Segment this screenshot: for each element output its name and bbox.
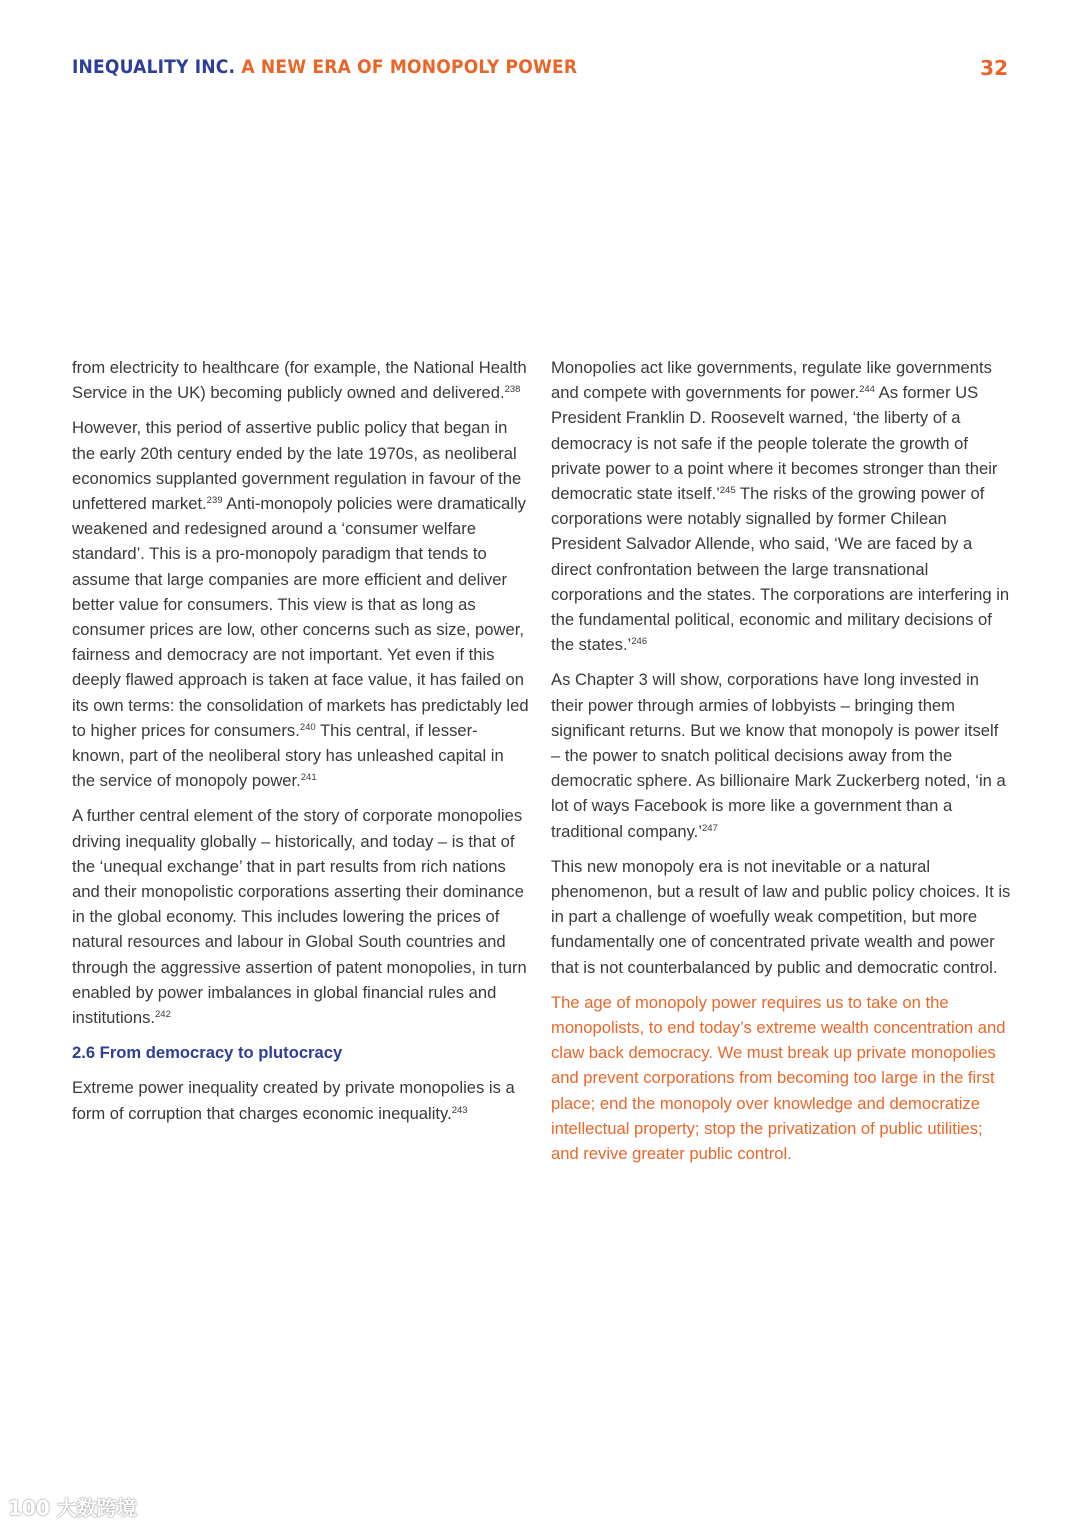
footnote-ref: 239	[206, 495, 223, 507]
footnote-ref: 244	[859, 384, 875, 396]
paragraph	[72, 1075, 530, 1125]
footnote-ref: 238	[504, 384, 521, 396]
text-run: The risks of the growing power of corporations were notably signalled by former Chilean President Salvador Allende, who said, ‘We are faced by a direct confrontation between the large transnational corporations and the states. The corporations are interfering in the fundamental political, economic and military decisions of the states.’	[551, 484, 1010, 655]
footnote-ref: 240	[299, 721, 316, 733]
page-number: 32	[980, 56, 1008, 80]
paragraph	[551, 355, 1011, 657]
report-subtitle: A NEW ERA OF MONOPOLY POWER	[241, 56, 578, 78]
text-run: This central, if lesser-known, part of the neoliberal story has unleashed capital in the service of monopoly power.	[72, 720, 504, 791]
text-run: However, this period of assertive public policy that began in the early 20th century ended by the late 1970s, as neoliberal economics supplanted government regulation in favour of the unfettered market.	[72, 418, 522, 514]
text-run: Anti-monopoly policies were dramatically weakened and redesigned around a ‘consumer welfare standard’. This is a pro-monopoly paradigm that tends to assume that large companies are more efficient and deliver better value for consumers. This view is that as long as consumer prices are low, other concerns such as size, power, fairness and democracy are not important. Yet even if this deeply flawed approach is taken at face value, it has failed on its own terms: the consolidation of markets has predictably led to higher prices for consumers.	[72, 494, 529, 740]
paragraph	[72, 355, 530, 405]
right-column	[551, 355, 1011, 1176]
text-run: 2.6 From democracy to plutocracy	[72, 1043, 343, 1063]
highlighted-callout	[551, 990, 1011, 1166]
text-run: Monopolies act like governments, regulate like governments and compete with governments for power.	[551, 358, 992, 403]
paragraph	[72, 803, 530, 1030]
paragraph	[72, 415, 530, 793]
text-run: As former US President Franklin D. Roosevelt warned, ‘the liberty of a democracy is not safe if the people tolerate the growth of private power to a point where it becomes stronger than their democratic state itself.’	[551, 383, 998, 504]
watermark-logo: 100 大数跨境	[8, 1496, 137, 1520]
text-run: As Chapter 3 will show, corporations have long invested in their power through armies of lobbyists – bringing them significant returns. But we know that monopoly is power itself – the power to snatch political decisions away from the democratic sphere. As billionaire Mark Zuckerberg noted, ‘in a lot of ways Facebook is more like a government than a traditional company.’	[551, 670, 1006, 841]
text-run: The age of monopoly power requires us to take on the monopolists, to end today’s extreme wealth concentration and claw back democracy. We must break up private monopolies and prevent corporations from becoming too large in the first place; end the monopoly over knowledge and democratize intellectual property; stop the privatization of public utilities; and revive greater public control.	[551, 992, 1006, 1164]
section-heading	[72, 1040, 530, 1065]
text-run: This new monopoly era is not inevitable or a natural phenomenon, but a result of law and public policy choices. It is in part a challenge of woefully weak competition, but more fundamentally one of concentrated private wealth and power that is not counterbalanced by public and democratic control.	[551, 856, 1011, 977]
running-header	[72, 56, 577, 78]
footnote-ref: 241	[300, 772, 317, 784]
footnote-ref: 242	[155, 1009, 171, 1021]
paragraph	[551, 854, 1011, 980]
text-run: A further central element of the story of corporate monopolies driving inequality globally – historically, and today – is that of the ‘unequal exchange’ that in part results from rich nations and their monopolistic corporations asserting their dominance in the global economy. This includes lowering the prices of natural resources and labour in Global South countries and through the aggressive assertion of patent monopolies, in turn enabled by power imbalances in global financial rules and institutions.	[72, 806, 527, 1028]
text-run: from electricity to healthcare (for example, the National Health Service in the UK) becoming publicly owned and delivered.	[72, 358, 527, 403]
paragraph	[551, 667, 1011, 843]
text-run: Extreme power inequality created by private monopolies is a form of corruption that charges economic inequality.	[72, 1078, 515, 1123]
report-title: INEQUALITY INC.	[72, 56, 236, 78]
footnote-ref: 247	[701, 822, 718, 834]
footnote-ref: 246	[631, 636, 648, 648]
footnote-ref: 245	[719, 485, 736, 497]
footnote-ref: 243	[451, 1104, 468, 1116]
left-column	[72, 355, 530, 1136]
